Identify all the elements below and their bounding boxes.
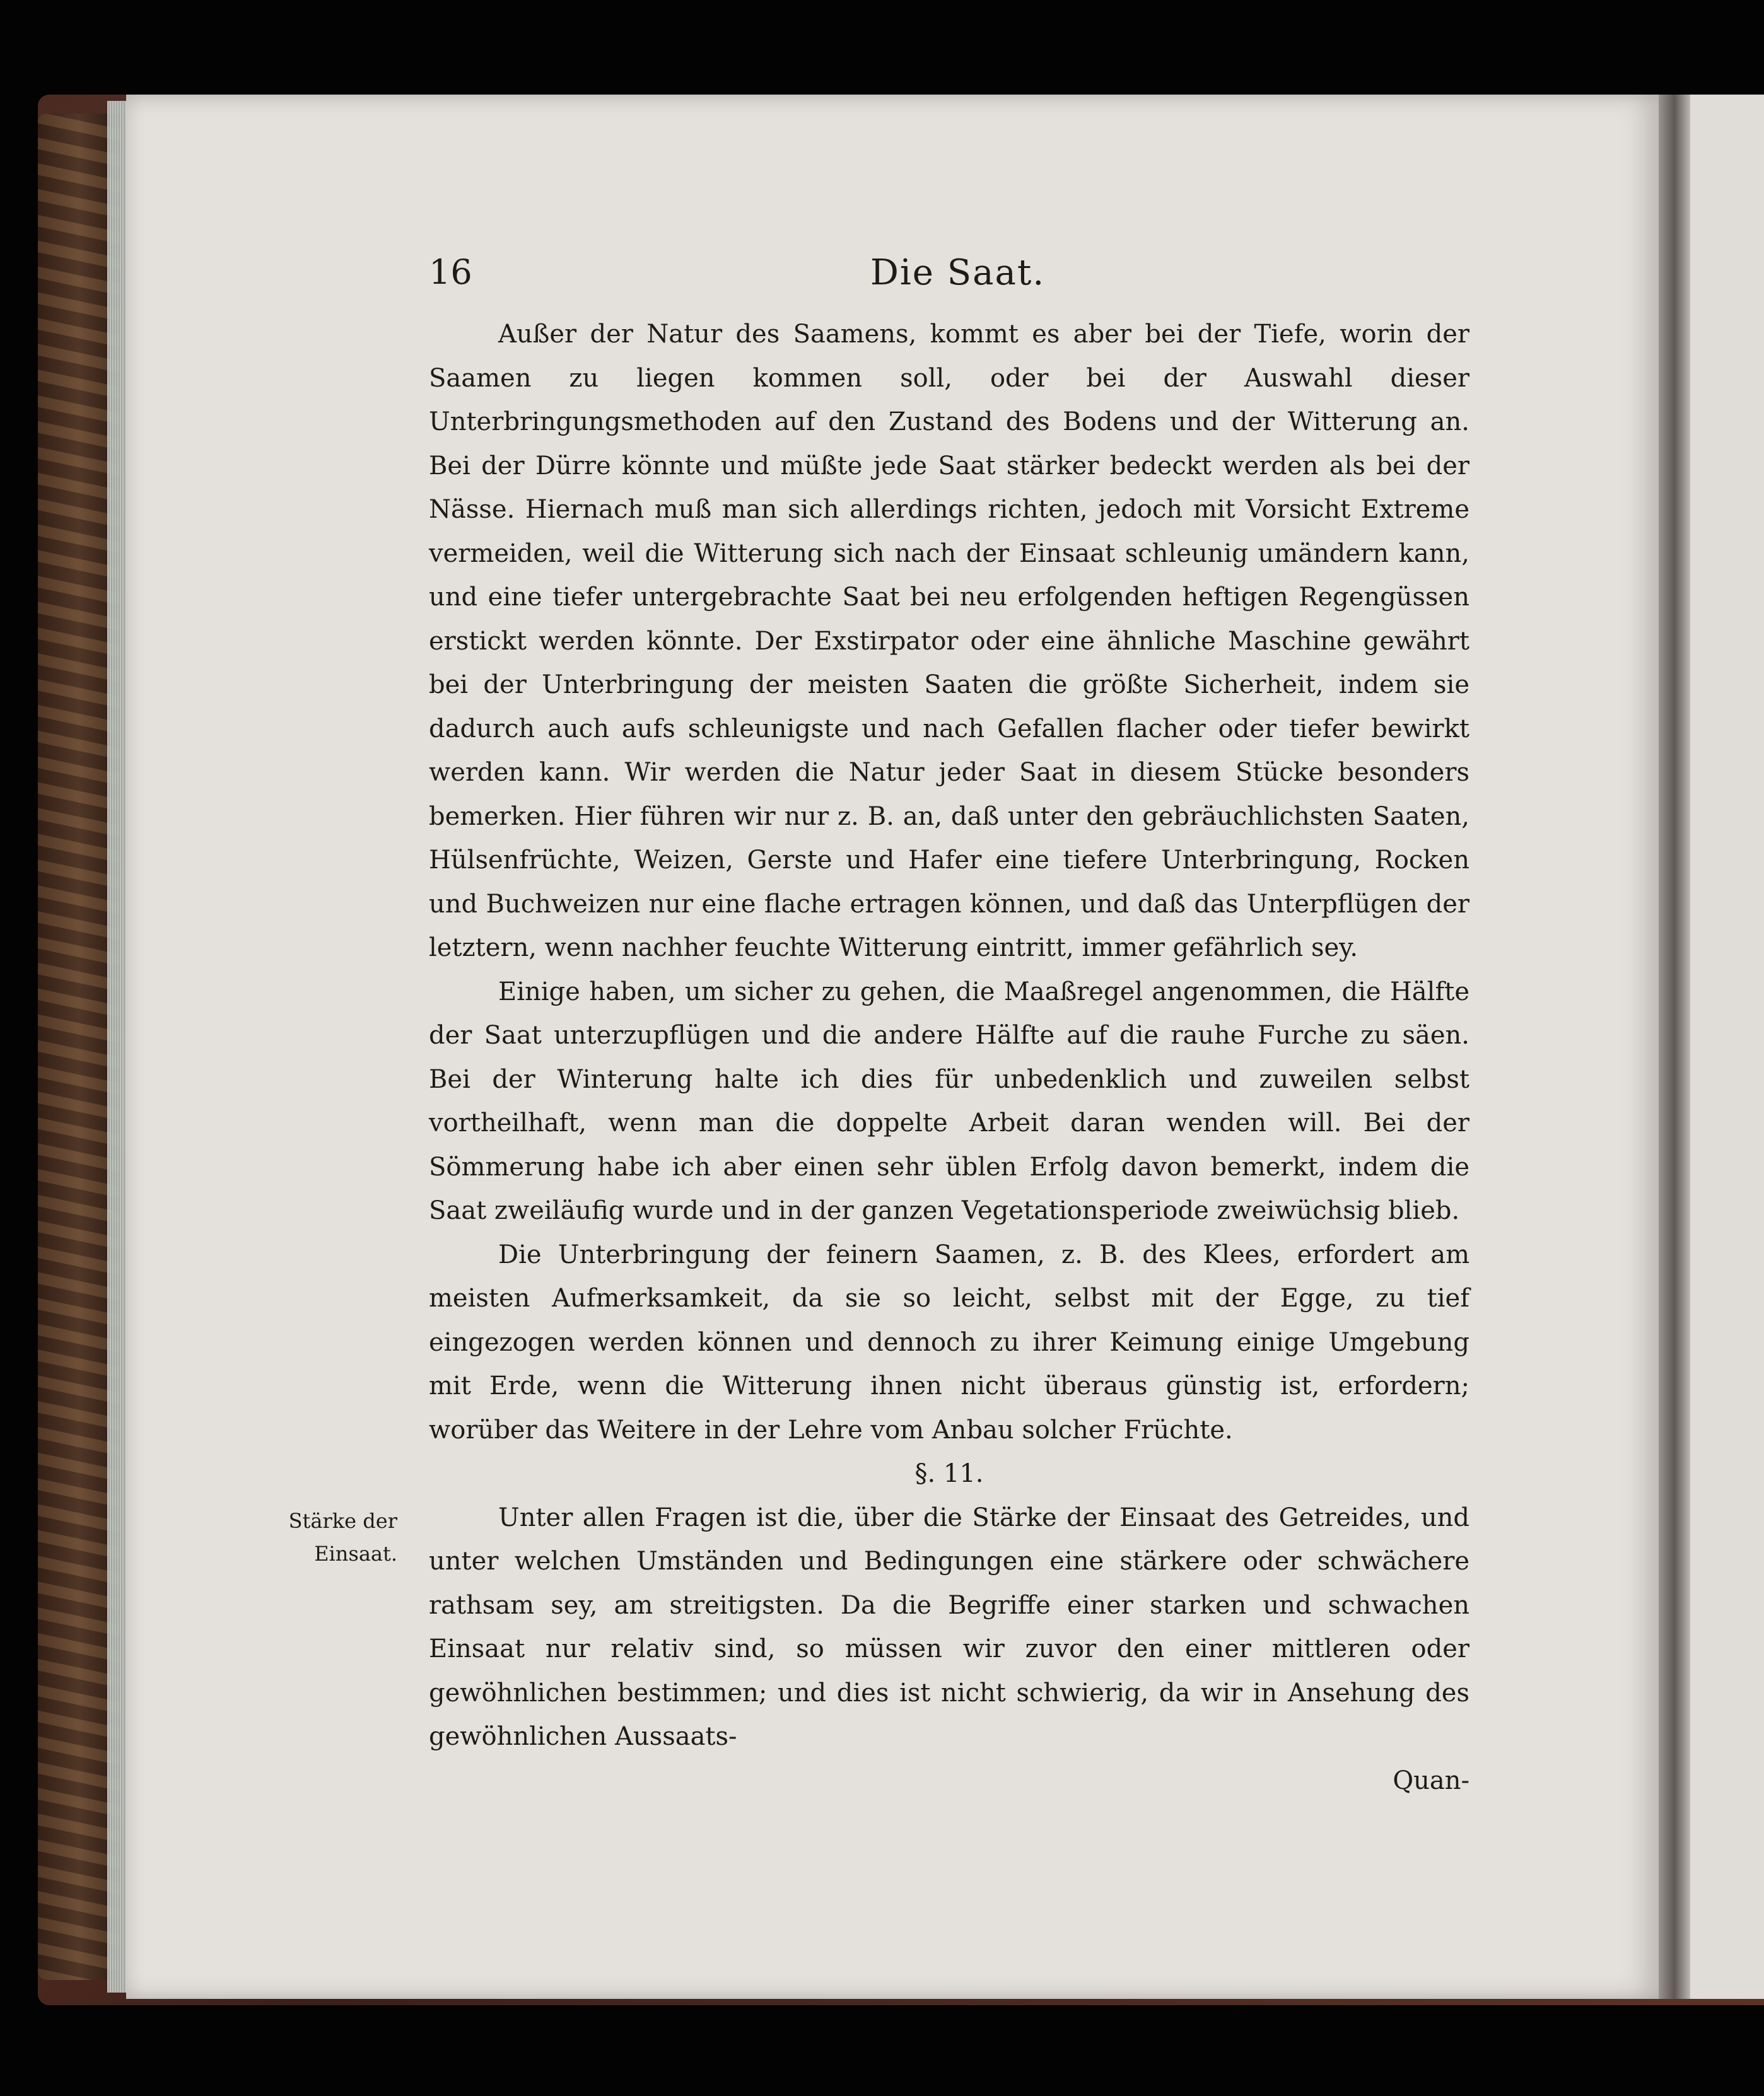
body-text [429, 313, 1469, 1803]
catchword: Quan- [1393, 1766, 1469, 1795]
running-head: Die Saat. [870, 252, 1046, 293]
section-mark: §. 11. [914, 1459, 984, 1488]
margin-note: Stärke der Einsaat. [288, 1509, 397, 1566]
page-number: 16 [429, 252, 472, 292]
book-gutter [1659, 95, 1690, 1999]
paragraph-1: Außer der Natur des Saamens, kommt es aber bei der Tiefe, worin der Saamen zu liegen kommen soll, oder bei der Auswahl dieser Unterbringungsmethoden auf den Zustand des Bodens und der Witterung an. Bei der Dürre könnte und müßte jede Saat stärker bedeckt werden als bei der Nässe. Hiernach muß man sich allerdings richten, jedoch mit Vorsicht Extreme vermeiden, weil die Witterung sich nach der Einsaat schleunig umändern kann, und eine tiefer untergebrachte Saat bei neu erfolgenden heftigen Regengüssen erstickt werden könnte. Der Exstirpator oder eine ähnliche Maschine gewährt bei der Unterbringung der meisten Saaten die größte Sicherheit, indem sie dadurch auch aufs schleunigste und nach Gefallen flacher oder tiefer bewirkt werden kann. Wir werden die Natur jeder Saat in diesem Stücke besonders bemerken. Hier führen wir nur z. B. an, daß unter den gebräuchlichsten Saaten, Hülsenfrüchte, Weizen, Gerste und Hafer eine tiefere Unterbringung, Rocken und Buchweizen nur eine flache ertragen können, und daß das Unterpflügen der letztern, wenn nachher feuchte Witterung eintritt, immer gefährlich sey. [429, 320, 1469, 962]
right-page-edge [1690, 95, 1764, 1999]
page-header [429, 252, 1469, 303]
paragraph-3: Die Unterbringung der feinern Saamen, z. B. des Klees, erfordert am meisten Aufmerksamkeit, da sie so leicht, selbst mit der Egge, zu tief eingezogen werden können und dennoch zu ihrer Keimung einige Umgebung mit Erde, wenn die Witterung ihnen nicht überaus günstig ist, erfordern; worüber das Weitere in der Lehre vom Anbau solcher Früchte. [429, 1240, 1469, 1445]
paragraph-2: Einige haben, um sicher zu gehen, die Maaßregel angenommen, die Hälfte der Saat unterzupflügen und die andere Hälfte auf die rauhe Furche zu säen. Bei der Winterung halte ich dies für unbedenklich und zuweilen selbst vortheilhaft, wenn man die doppelte Arbeit daran wenden will. Bei der Sömmerung habe ich aber einen sehr üblen Erfolg davon bemerkt, indem die Saat zweiläufig wurde und in der ganzen Vegetationsperiode zweiwüchsig blieb. [429, 977, 1469, 1225]
section-paragraph: Unter allen Fragen ist die, über die Stärke der Einsaat des Getreides, und unter welchen Umständen und Bedingungen eine stärkere oder schwächere rathsam sey, am streitigsten. Da die Begriffe einer starken und schwachen Einsaat nur relativ sind, so müssen wir zuvor den einer mittleren oder gewöhnlichen bestimmen; und dies ist nicht schwierig, da wir in Ansehung des gewöhnlichen Aussaats- [429, 1503, 1469, 1751]
